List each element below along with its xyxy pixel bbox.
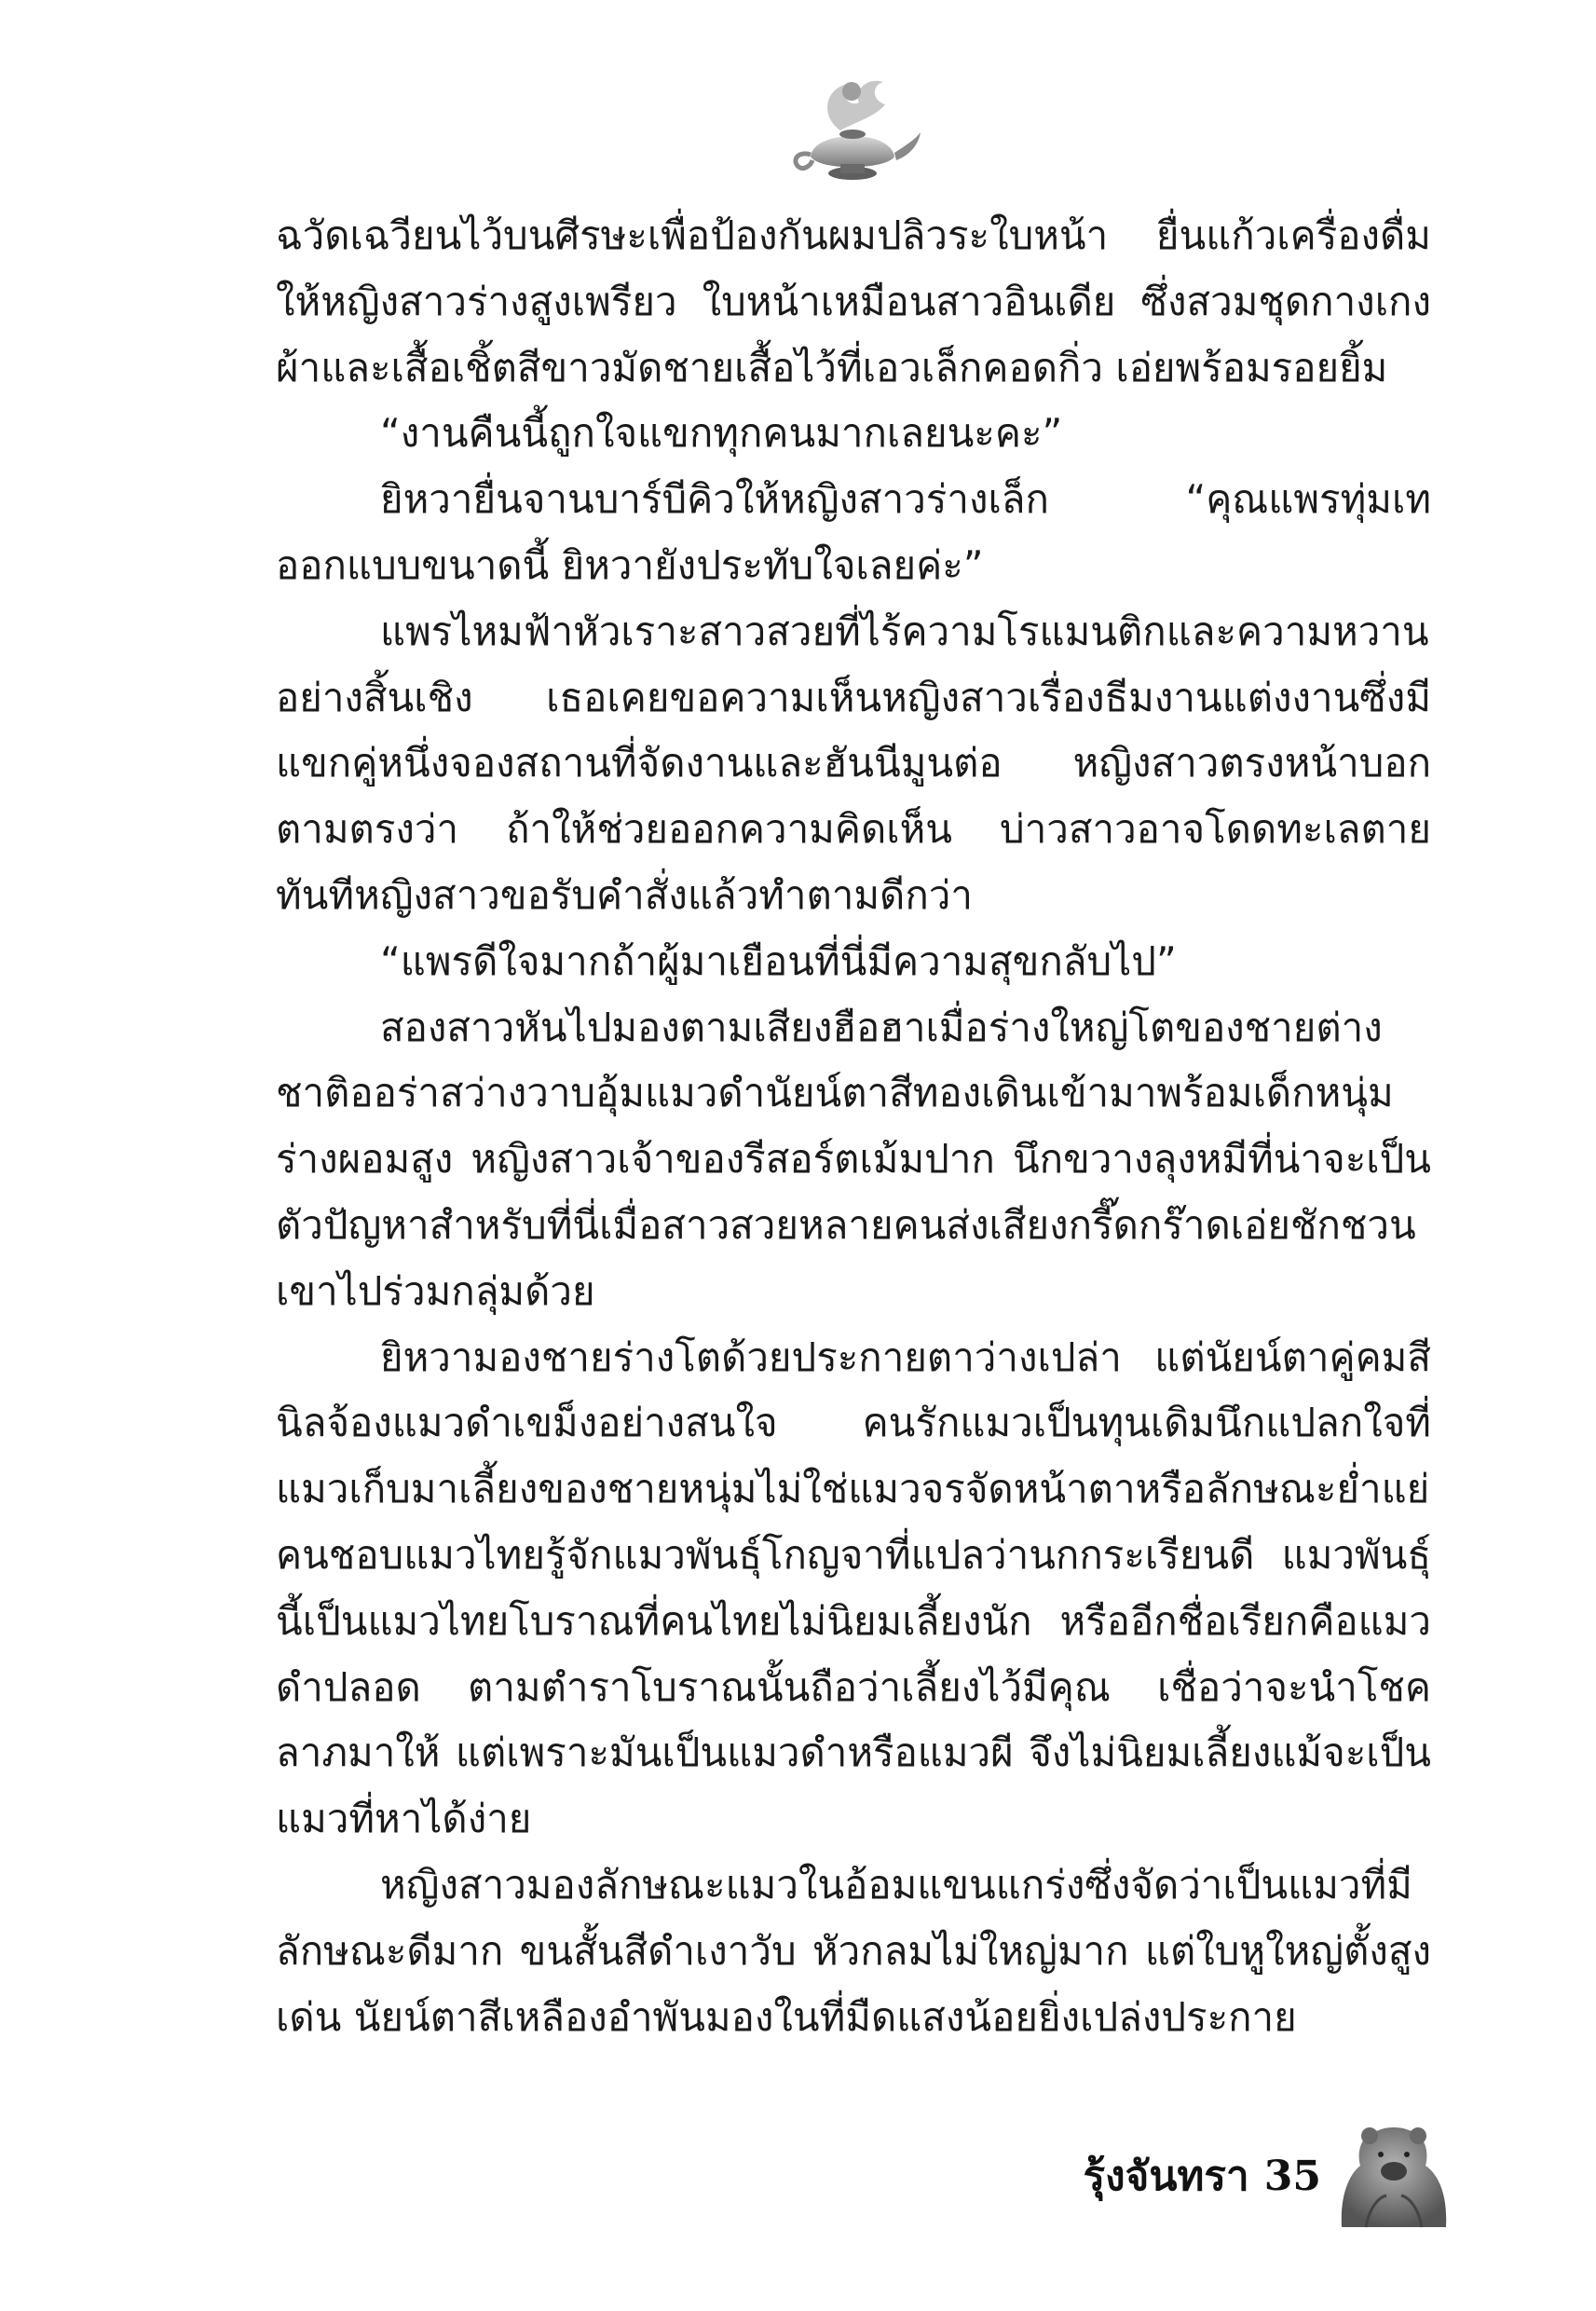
story-text — [276, 203, 1431, 2050]
paragraph: “งานคืนนี้ถูกใจแขกทุกคนมากเลยนะคะ” — [380, 410, 1063, 457]
paragraph: หญิงสาวมองลักษณะแมวในอ้อมแขนแกร่งซึ่งจัดว่าเป็นแมวที่มีลักษณะดีมาก ขนสั้นสีดำเงาวับ หัวกลมไม่ใหญ่มาก แต่ใบหูใหญ่ตั้งสูงเด่น นัยน์ตาสีเหลืองอำพันมองในที่มืดแสงน้อยยิ่งเปล่งประกาย — [276, 1861, 1431, 2040]
paragraph: สองสาวหันไปมองตามเสียงฮือฮาเมื่อร่างใหญ่โตของชายต่างชาติออร่าสว่างวาบอุ้มแมวดำนัยน์ตาสีทองเดินเข้ามาพร้อมเด็กหนุ่มร่างผอมสูง หญิงสาวเจ้าของรีสอร์ตเม้มปาก นึกขวางลุงหมีที่น่าจะเป็นตัวปัญหาสำหรับที่นี่เมื่อสาวสวยหลายคนส่งเสียงกรี๊ดกร๊าดเอ่ยชักชวนเขาไปร่วมกลุ่มด้วย — [276, 1004, 1431, 1314]
paragraph: ยิหวามองชายร่างโตด้วยประกายตาว่างเปล่า แต่นัยน์ตาคู่คมสีนิลจ้องแมวดำเขม็งอย่างสนใจ คนรักแมวเป็นทุนเดิมนึกแปลกใจที่แมวเก็บมาเลี้ยงของชายหนุ่มไม่ใช่แมวจรจัดหน้าตาหรือลักษณะย่ำแย่ คนชอบแมวไทยรู้จักแมวพันธุ์โกญจาที่แปลว่านกกระเรียนดี แมวพันธุ์นี้เป็นแมวไทยโบราณที่คนไทยไม่นิยมเลี้ยงนัก หรืออีกชื่อเรียกคือแมวดำปลอด ตามตำราโบราณนั้นถือว่าเลี้ยงไว้มีคุณ เชื่อว่าจะนำโชคลาภมาให้ แต่เพราะมันเป็นแมวดำหรือแมวผี จึงไม่นิยมเลี้ยงแม้จะเป็นแมวที่หาได้ง่าย — [276, 1333, 1431, 1842]
footer-label — [1083, 2143, 1321, 2208]
bear-icon — [1332, 2117, 1453, 2229]
paragraph: “แพรดีใจมากถ้าผู้มาเยือนที่นี่มีความสุขกลับไป” — [380, 937, 1177, 984]
page-footer — [1083, 2117, 1453, 2229]
book-title: รุ้งจันทรา — [1083, 2153, 1249, 2200]
paragraph: ยิหวายื่นจานบาร์บีคิวให้หญิงสาวร่างเล็ก “คุณแพรทุ่มเทออกแบบขนาดนี้ ยิหวายังประทับใจเลยค่ะ” — [276, 476, 1431, 588]
genie-lamp-icon — [783, 65, 922, 196]
page-number: 35 — [1263, 2153, 1321, 2200]
paragraph: ฉวัดเฉวียนไว้บนศีรษะเพื่อป้องกันผมปลิวระใบหน้า ยื่นแก้วเครื่องดื่มให้หญิงสาวร่างสูงเพรียว ใบหน้าเหมือนสาวอินเดีย ซึ่งสวมชุดกางเกงผ้าและเสื้อเชิ้ตสีขาวมัดชายเสื้อไว้ที่เอวเล็กคอดกิ่ว เอ่ยพร้อมรอยยิ้ม — [276, 212, 1431, 390]
paragraph: แพรไหมฟ้าหัวเราะสาวสวยที่ไร้ความโรแมนติกและความหวานอย่างสิ้นเชิง เธอเคยขอความเห็นหญิงสาวเรื่องธีมงานแต่งงานซึ่งมีแขกคู่หนึ่งจองสถานที่จัดงานและฮันนีมูนต่อ หญิงสาวตรงหน้าบอกตามตรงว่า ถ้าให้ช่วยออกความคิดเห็น บ่าวสาวอาจโดดทะเลตายทันทีหญิงสาวขอรับคำสั่งแล้วทำตามดีกว่า — [276, 608, 1431, 918]
